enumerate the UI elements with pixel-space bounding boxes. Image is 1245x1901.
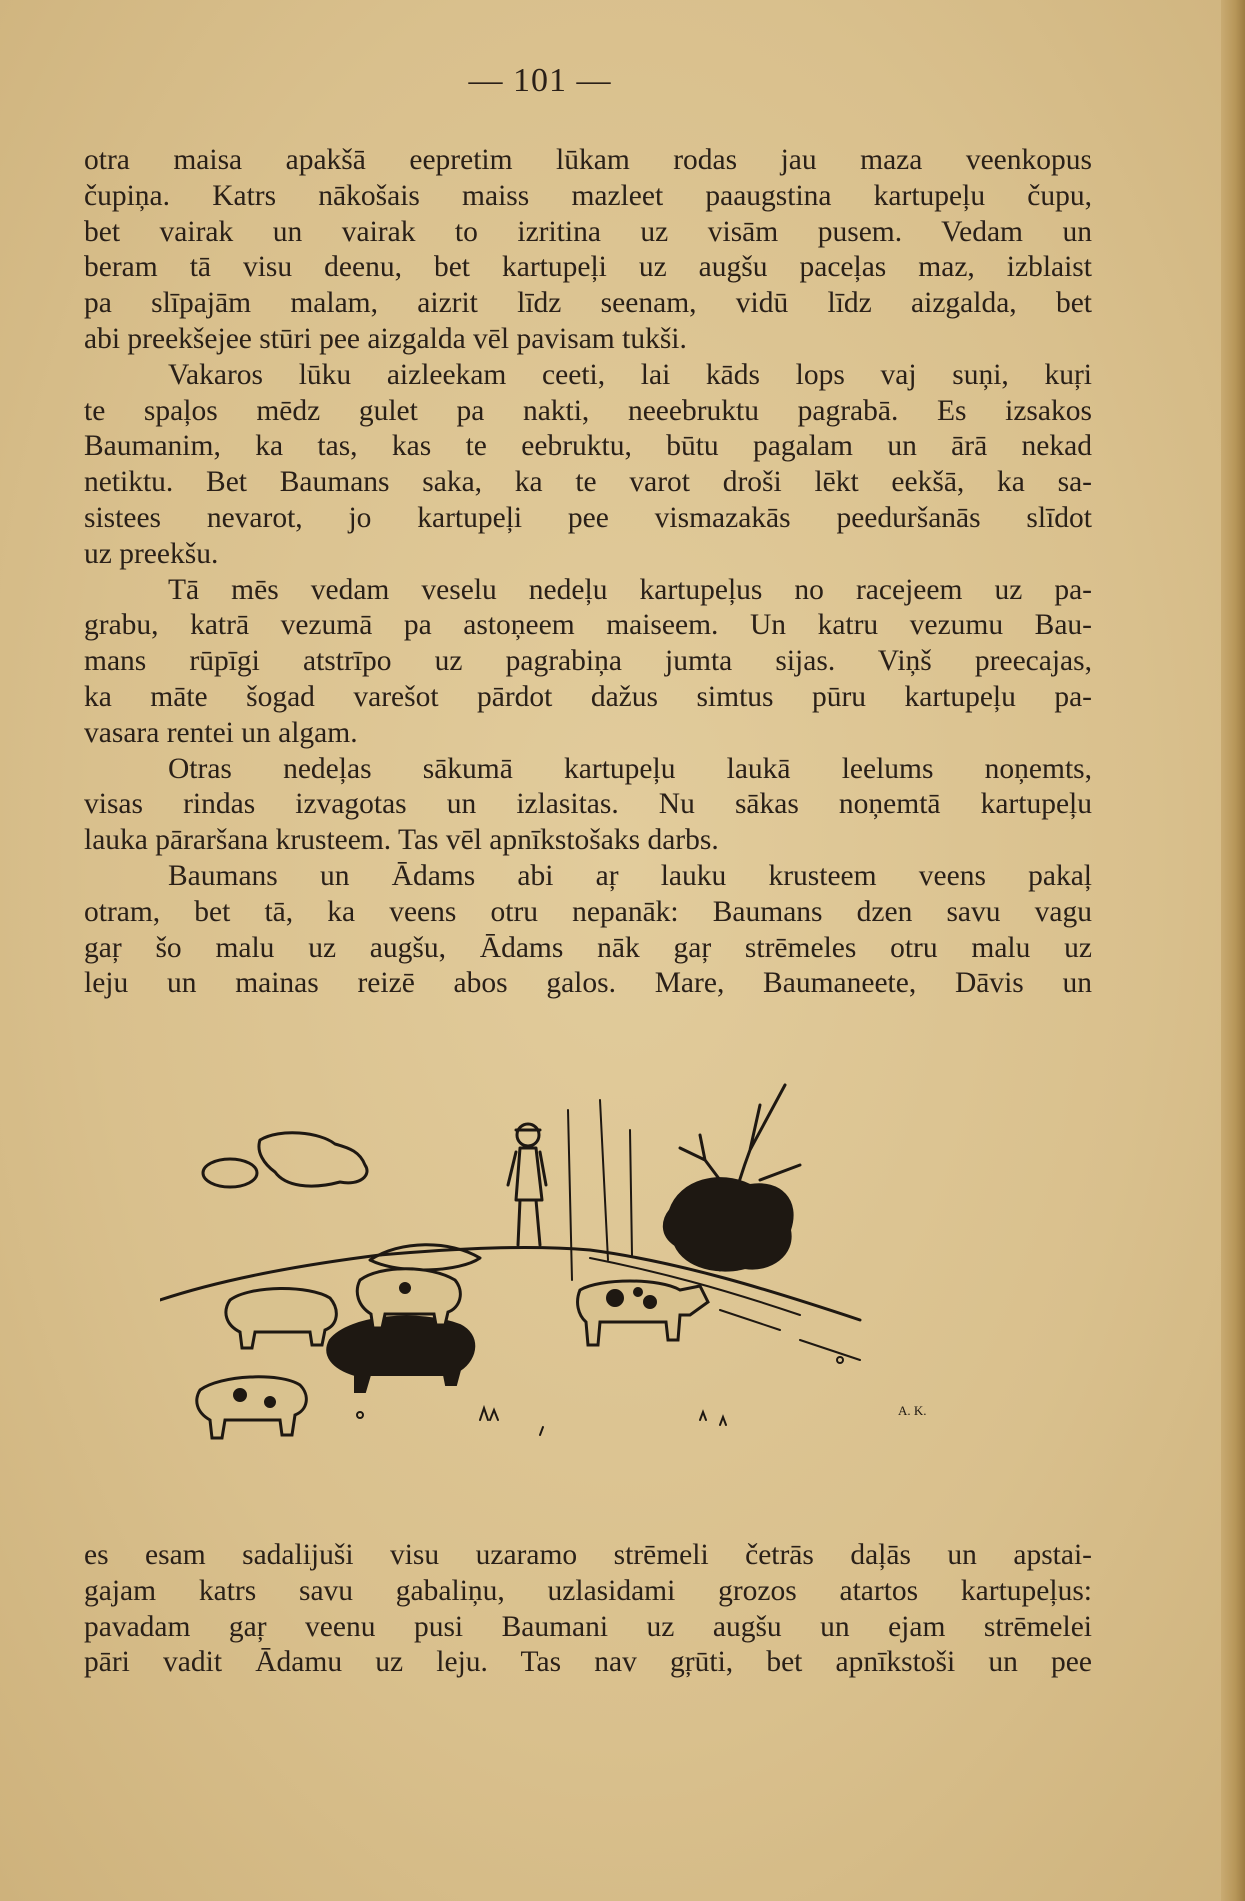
cow-spotted-right	[578, 1281, 708, 1345]
pebble	[837, 1357, 843, 1363]
text-block-top	[84, 143, 1092, 1002]
text-line: uz preekšu.	[84, 537, 219, 570]
dark-pig	[327, 1317, 474, 1392]
text-line: otram, bet tā, ka veens otru nepanāk: Baumans dzen savu vagu	[84, 895, 1092, 928]
illustrator-signature: A. K.	[898, 1403, 927, 1418]
illustration-drawing	[160, 1040, 1000, 1520]
text-line: Tā mēs vedam veselu nedeļu kartupeļus no racejeem uz pa-	[168, 573, 1092, 606]
shepherd-boy	[508, 1124, 546, 1245]
page-number: — 101 —	[468, 62, 612, 99]
illustration-pasture	[160, 1040, 1000, 1520]
grass-tufts	[480, 1408, 726, 1435]
text-line: grabu, katrā vezumā pa astoņeem maiseem. Un katru vezumu Bau-	[84, 609, 1092, 642]
text-line: gaŗ šo malu uz augšu, Ādams nāk gaŗ strēmeles otru malu uz	[84, 931, 1092, 964]
text-line: visas rindas izvagotas un izlasitas. Nu sākas noņemtā kartupeļu	[84, 788, 1092, 821]
text-line: čupiņa. Katrs nākošais maiss mazleet paaugstina kartupeļu čupu,	[84, 179, 1092, 212]
book-spine-shadow	[1221, 0, 1245, 1901]
text-line: otra maisa apakšā eepretim lūkam rodas jau maza veenkopus	[84, 144, 1092, 176]
text-line: mans rūpīgi atstrīpo uz pagrabiņa jumta sijas. Viņš preecajas,	[84, 645, 1092, 678]
pebble	[357, 1412, 363, 1418]
text-line: pāri vadit Ādamu uz leju. Tas nav gŗūti, bet apnīkstoši un pee	[84, 1646, 1092, 1679]
small-cloud	[203, 1159, 257, 1187]
furrow-marks	[720, 1310, 860, 1360]
text-line: sistees nevarot, jo kartupeļi pee vismazakās peeduršanās slīdot	[84, 501, 1092, 534]
text-line: Otras nedeļas sākumā kartupeļu laukā leelums noņemts,	[168, 752, 1092, 785]
text-line: bet vairak un vairak to izritina uz visām pusem. Vedam un	[84, 215, 1092, 248]
text-line: lauka pāraršana krusteem. Tas vēl apnīkstošaks darbs.	[84, 824, 719, 857]
pig-left	[226, 1288, 336, 1348]
text-block-bottom	[84, 1538, 1092, 1681]
text-line: abi preekšejee stūri pee aizgalda vēl pavisam tukši.	[84, 322, 687, 355]
text-line: beram tā visu deenu, bet kartupeļi uz augšu paceļas maz, izblaist	[84, 251, 1092, 284]
text-line: Baumans un Ādams abi aŗ lauku krusteem veens pakaļ	[168, 859, 1092, 892]
reeds	[568, 1100, 632, 1280]
black-pig-bottom	[197, 1377, 307, 1438]
cloud	[259, 1133, 367, 1186]
text-line: ka māte šogad varešot pārdot dažus simtus pūru kartupeļu pa-	[84, 680, 1092, 713]
text-line: pavadam gaŗ veenu pusi Baumani uz augšu un ejam strēmelei	[84, 1610, 1092, 1643]
text-line: pa slīpajām malam, aizrit līdz seenam, vidū līdz aizgalda, bet	[84, 287, 1092, 320]
text-line: gajam katrs savu gabaliņu, uzlasidami grozos atartos kartupeļus:	[84, 1574, 1092, 1607]
tree-foliage	[664, 1178, 793, 1270]
text-line: netiktu. Bet Baumans saka, ka te varot droši lēkt eekšā, ka sa-	[84, 466, 1092, 499]
text-line: Baumanim, ka tas, kas te eebruktu, būtu pagalam un ārā nekad	[84, 430, 1092, 463]
text-line: leju un mainas reizē abos galos. Mare, Baumaneete, Dāvis un	[84, 967, 1092, 1000]
text-line: vasara rentei un algam.	[84, 716, 358, 749]
text-line: Vakaros lūku aizleekam ceeti, lai kāds lops vaj suņi, kuŗi	[168, 358, 1092, 391]
text-line: te spaļos mēdz gulet pa nakti, neeebruktu pagrabā. Es izsakos	[84, 394, 1092, 427]
text-line: es esam sadalijuši visu uzaramo strēmeli četrās daļās un apstai-	[84, 1539, 1092, 1571]
